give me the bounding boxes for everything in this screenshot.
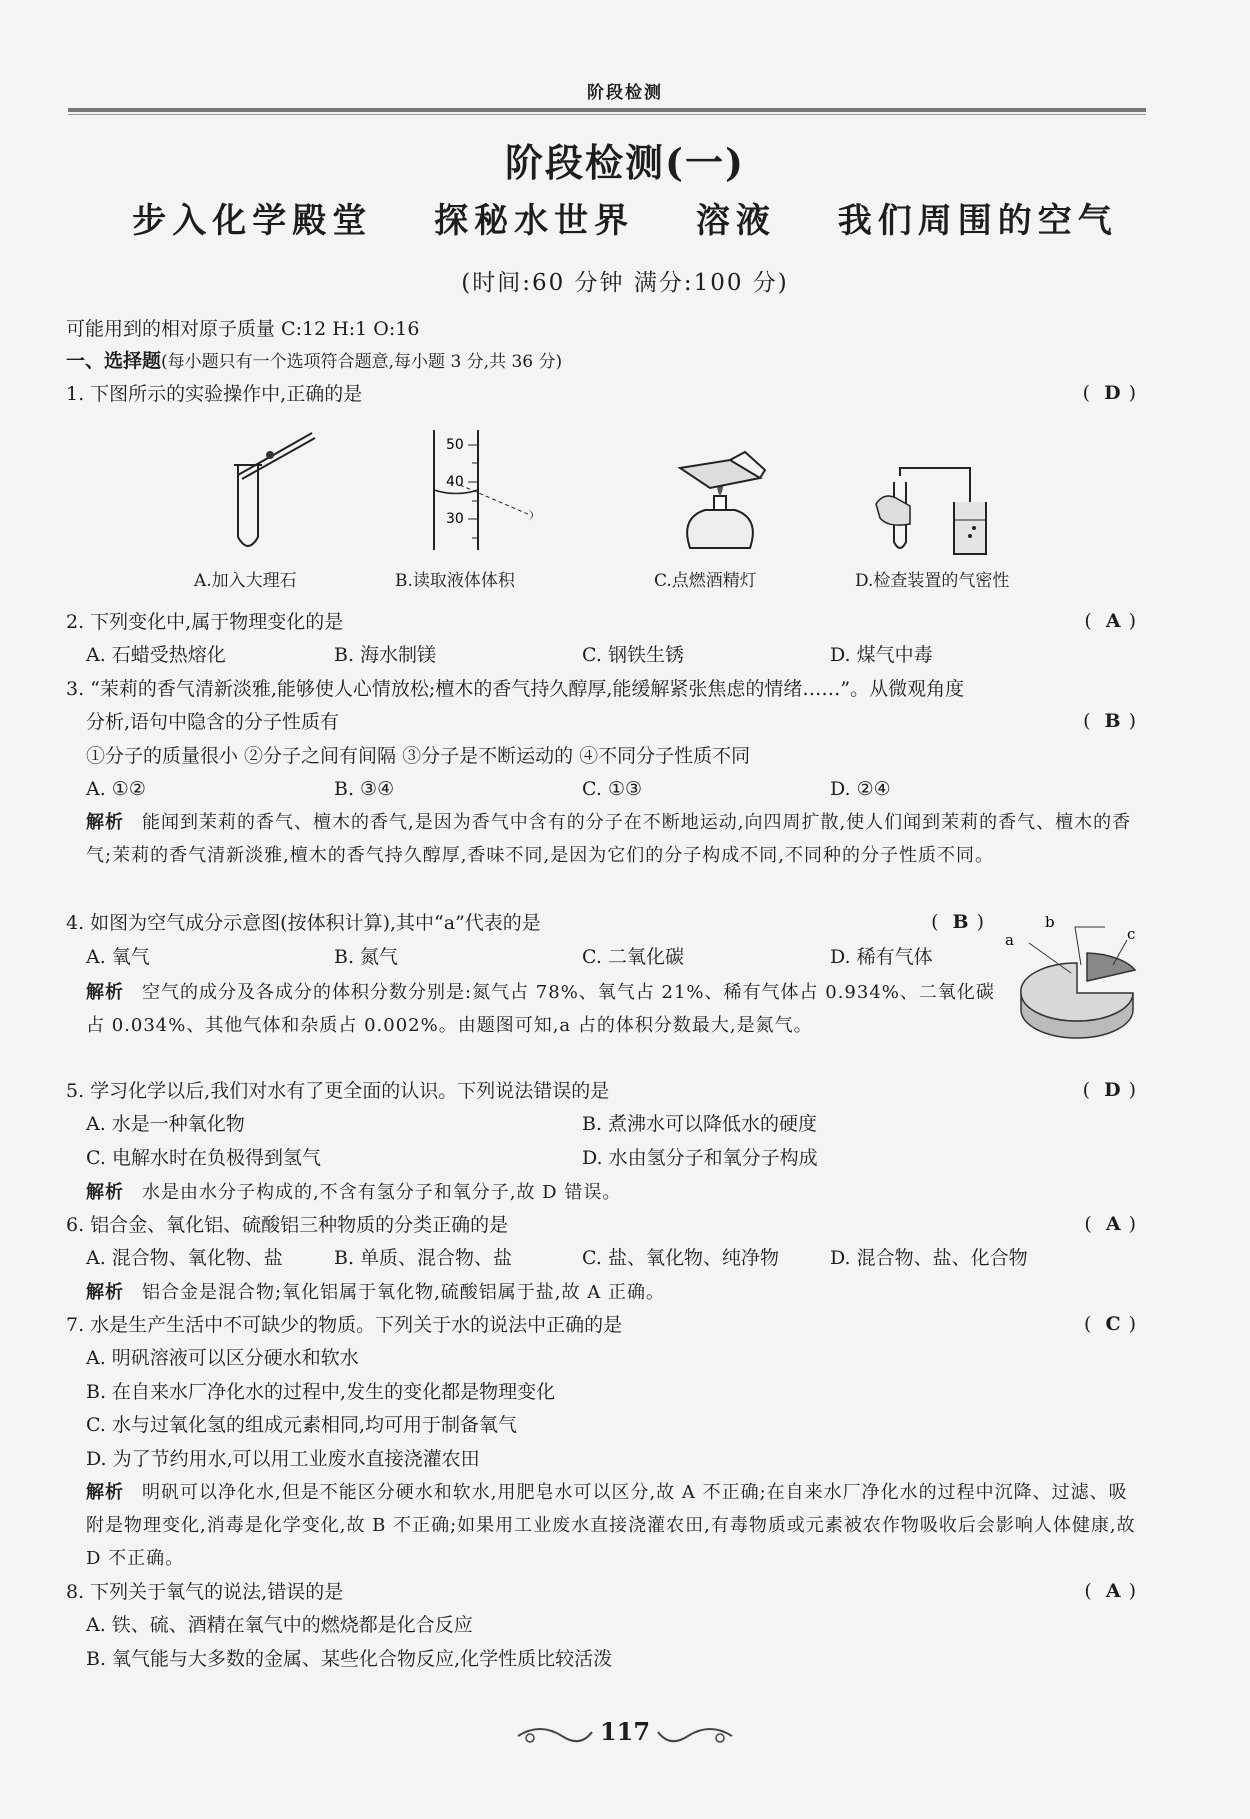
answer-value: A <box>1105 1213 1121 1235</box>
explain-label: 解析 <box>86 1182 124 1203</box>
air-composition-pie <box>1005 915 1145 1050</box>
subtitle-part: 探秘水世界 <box>434 201 635 241</box>
option: A. 氧气 <box>86 946 150 968</box>
q7-option-d: D. 为了节约用水,可以用工业废水直接浇灌农田 <box>86 1448 480 1470</box>
answer-value: C <box>1105 1313 1121 1335</box>
option: C. ①③ <box>582 778 643 800</box>
explain-label: 解析 <box>86 1282 124 1303</box>
option: B. 煮沸水可以降低水的硬度 <box>582 1113 818 1135</box>
explain-label: 解析 <box>86 1482 124 1503</box>
q6-stem: 6. 铝合金、氧化铝、硫酸铝三种物质的分类正确的是 <box>66 1214 509 1236</box>
q7-option-b: B. 在自来水厂净化水的过程中,发生的变化都是物理变化 <box>86 1381 556 1403</box>
subtitle-part: 我们周围的空气 <box>837 201 1118 241</box>
scale-tick: 30 <box>446 511 464 527</box>
page-number: 117 <box>599 1717 651 1746</box>
q3-options <box>86 777 891 801</box>
explain-text: 能闻到茉莉的香气、檀木的香气,是因为香气中含有的分子在不断地运动,向四周扩散,使人们闻到茉莉的香气、檀木的香气;茉莉的香气清新淡雅,檀木的香气持久醇厚,香味不同,是因为它们的分子构成不同,不同种的分子性质不同。 <box>86 812 1132 866</box>
q7-explanation <box>86 1476 1146 1575</box>
q1-answer: ( D ) <box>1082 382 1142 404</box>
answer-value: B <box>952 911 969 933</box>
gas-tightness-figure <box>870 462 1000 562</box>
q4-explanation <box>86 976 1001 1042</box>
cylinder-figure <box>420 425 550 560</box>
q5-explanation <box>86 1176 1146 1209</box>
option: C. 钢铁生锈 <box>582 644 684 666</box>
option: A. 石蜡受热熔化 <box>86 644 226 666</box>
q6-options <box>86 1246 1028 1270</box>
option: B. 单质、混合物、盐 <box>334 1247 513 1269</box>
q5-options-row2 <box>86 1146 818 1170</box>
q1-caption-c: C.点燃酒精灯 <box>654 571 757 591</box>
q1-caption-a: A.加入大理石 <box>194 571 297 591</box>
section-title: 一、选择题 <box>66 350 162 372</box>
header-rule <box>68 108 1146 112</box>
q5-stem: 5. 学习化学以后,我们对水有了更全面的认识。下列说法错误的是 <box>66 1080 610 1102</box>
answer-value: D <box>1104 382 1121 404</box>
explain-text: 明矾可以净化水,但是不能区分硬水和软水,用肥皂水可以区分,故 A 不正确;在自来水厂净化水的过程中沉降、过滤、吸附是物理变化,消毒是化学变化,故 B 不正确;如果用工业废水直接浇灌农田,有毒物质或元素被农作物吸收后会影响人体健康,故 D 不正确。 <box>86 1482 1136 1569</box>
answer-value: A <box>1105 1580 1121 1602</box>
atomic-masses: 可能用到的相对原子质量 C:12 H:1 O:16 <box>66 318 420 340</box>
header-rule-thin <box>68 114 1146 115</box>
pie-label: a <box>1005 931 1014 949</box>
q2-options <box>86 643 933 667</box>
page-subtitle <box>0 193 1250 242</box>
option: A. 混合物、氧化物、盐 <box>86 1247 283 1269</box>
option: A. ①② <box>86 778 146 800</box>
q5-answer: ( D ) <box>1082 1079 1142 1101</box>
q4-options <box>86 945 933 969</box>
time-info: (时间:60 分钟 满分:100 分) <box>461 270 789 296</box>
option: C. 电解水时在负极得到氢气 <box>86 1147 321 1169</box>
q6-explanation <box>86 1276 1146 1309</box>
option: A. 水是一种氧化物 <box>86 1113 245 1135</box>
q3-explanation <box>86 806 1146 872</box>
option: B. 氮气 <box>334 946 399 968</box>
answer-value: B <box>1104 710 1121 732</box>
answer-value: A <box>1105 610 1121 632</box>
q8-option-b: B. 氧气能与大多数的金属、某些化合物反应,化学性质比较活泼 <box>86 1648 613 1670</box>
scale-tick: 40 <box>446 474 464 490</box>
subtitle-part: 步入化学殿堂 <box>132 201 373 241</box>
subtitle-part: 溶液 <box>695 201 776 241</box>
pie-label: b <box>1045 915 1055 931</box>
q1-stem: 1. 下图所示的实验操作中,正确的是 <box>66 383 363 405</box>
q3-stem-line2: 分析,语句中隐含的分子性质有 <box>86 711 340 733</box>
q1-caption-b: B.读取液体体积 <box>395 571 515 591</box>
q3-answer: ( B ) <box>1083 710 1142 732</box>
scale-tick: 50 <box>446 437 464 453</box>
option: C. 二氧化碳 <box>582 946 684 968</box>
q8-stem: 8. 下列关于氧气的说法,错误的是 <box>66 1581 344 1603</box>
q7-option-c: C. 水与过氧化氢的组成元素相同,均可用于制备氧气 <box>86 1414 517 1436</box>
running-head: 阶段检测 <box>587 83 663 103</box>
test-tube-figure <box>220 425 320 560</box>
explain-text: 铝合金是混合物;氧化铝属于氧化物,硫酸铝属于盐,故 A 正确。 <box>142 1282 665 1303</box>
q3-stem-line1: 3. “茉莉的香气清新淡雅,能够使人心情放松;檀木的香气持久醇厚,能缓解紧张焦虑的情绪……”。从微观角度 <box>66 678 965 700</box>
option: B. 海水制镁 <box>334 644 437 666</box>
q6-answer: ( A ) <box>1084 1213 1142 1235</box>
section-note: (每小题只有一个选项符合题意,每小题 3 分,共 36 分) <box>161 352 563 372</box>
option: B. ③④ <box>334 778 395 800</box>
option: D. 混合物、盐、化合物 <box>830 1247 1028 1269</box>
option: C. 盐、氧化物、纯净物 <box>582 1247 779 1269</box>
q4-answer: ( B ) <box>931 911 990 933</box>
explain-label: 解析 <box>86 812 124 833</box>
page-title: 阶段检测(一) <box>505 140 745 185</box>
option: D. 稀有气体 <box>830 946 933 968</box>
q7-stem: 7. 水是生产生活中不可缺少的物质。下列关于水的说法中正确的是 <box>66 1314 623 1336</box>
option: D. ②④ <box>830 778 891 800</box>
q1-caption-d: D.检查装置的气密性 <box>855 571 1010 591</box>
q8-option-a: A. 铁、硫、酒精在氧气中的燃烧都是化合反应 <box>86 1614 473 1636</box>
explain-label: 解析 <box>86 982 124 1003</box>
q3-properties: ①分子的质量很小 ②分子之间有间隔 ③分子是不断运动的 ④不同分子性质不同 <box>86 745 751 767</box>
marble-chip <box>266 451 274 459</box>
option: D. 煤气中毒 <box>830 644 933 666</box>
q8-answer: ( A ) <box>1084 1580 1142 1602</box>
q7-option-a: A. 明矾溶液可以区分硬水和软水 <box>86 1347 359 1369</box>
answer-value: D <box>1104 1079 1121 1101</box>
q2-stem: 2. 下列变化中,属于物理变化的是 <box>66 611 344 633</box>
pie-slice-c <box>1087 953 1135 981</box>
q5-options-row1 <box>86 1112 817 1136</box>
explain-text: 水是由水分子构成的,不含有氢分子和氧分子,故 D 错误。 <box>142 1182 622 1203</box>
q4-stem: 4. 如图为空气成分示意图(按体积计算),其中“a”代表的是 <box>66 912 541 934</box>
q7-answer: ( C ) <box>1084 1313 1142 1335</box>
pie-label: c <box>1127 925 1136 943</box>
explain-text: 空气的成分及各成分的体积分数分别是:氮气占 78%、氧气占 21%、稀有气体占 0.934%、二氧化碳占 0.034%、其他气体和杂质占 0.002%。由题图可知,a 占的体积分数最大,是氮气。 <box>86 982 995 1036</box>
section-heading <box>66 349 562 374</box>
alcohol-lamp-figure <box>670 448 770 558</box>
option: D. 水由氢分子和氧分子构成 <box>582 1147 818 1169</box>
q2-answer: ( A ) <box>1084 610 1142 632</box>
